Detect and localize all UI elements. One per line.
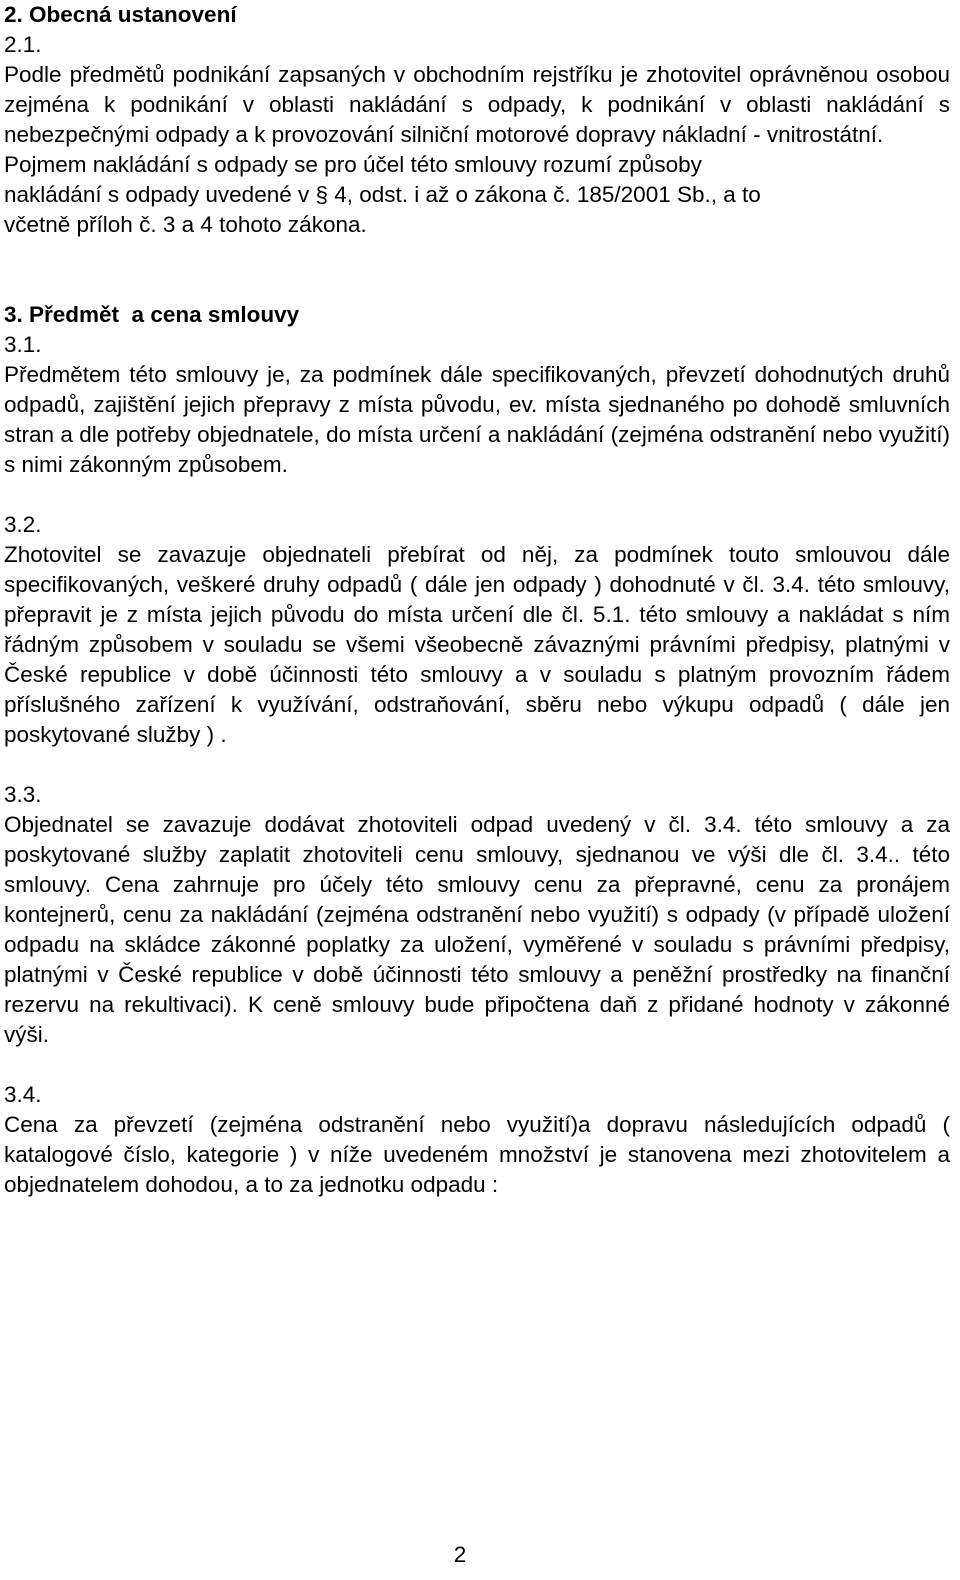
paragraph-text: Objednatel se zavazuje dodávat zhotoviteli odpad uvedený v čl. 3.4. této smlouvy a za poskytované služby zaplatit zhotoviteli cenu smlouvy, sjednanou ve výši dle čl. 3.4.. této smlouvy. Cena zahrnuje pro účely této smlouvy cenu za přepravné, cenu za pronájem kontejnerů, cenu za nakládání (zejména odstranění nebo využití) s odpady (v případě uložení odpadu na skládce zákonné poplatky za uložení, vyměřené v souladu s právními předpisy, platnými v České republice v době účinnosti této smlouvy a peněžní prostředky na finanční rezervu na rekultivaci). K ceně smlouvy bude připočtena daň z přidané hodnoty v zákonné výši. [4, 812, 950, 1047]
paragraph-number: 3.2. [4, 512, 42, 537]
paragraph-number: 3.4. [4, 1082, 42, 1107]
paragraph-line: nakládání s odpady uvedené v § 4, odst. i až o zákona č. 185/2001 Sb., a to [4, 182, 761, 207]
section-heading: 3. Předmět a cena smlouvy [4, 302, 300, 327]
paragraph-text: Podle předmětů podnikání zapsaných v obchodním rejstříku je zhotovitel oprávněnou osobou zejména k podnikání v oblasti nakládání s odpady, k podnikání v oblasti nakládání s nebezpečnými odpady a k provozování silniční motorové dopravy nákladní - vnitrostátní. [4, 62, 950, 147]
paragraph-text: Zhotovitel se zavazuje objednateli přebírat od něj, za podmínek touto smlouvou dále specifikovaných, veškeré druhy odpadů ( dále jen odpady ) dohodnuté v čl. 3.4. této smlouvy, přepravit je z místa jejich původu do místa určení dle čl. 5.1. této smlouvy a nakládat s ním řádným způsobem v souladu se všemi všeobecně závaznými právními předpisy, platnými v České republice v době účinnosti této smlouvy a v souladu s platným provozním řádem příslušného zařízení k využívání, odstraňování, sběru nebo výkupu odpadů ( dále jen poskytované služby ) . [4, 542, 950, 747]
paragraph-text: Předmětem této smlouvy je, za podmínek dále specifikovaných, převzetí dohodnutých druhů odpadů, zajištění jejich přepravy z místa původu, ev. místa sjednaného po dohodě smluvních stran a dle potřeby objednatele, do místa určení a nakládání (zejména odstranění nebo využití) s nimi zákonným způsobem. [4, 362, 950, 477]
section-heading: 2. Obecná ustanovení [4, 2, 237, 27]
page-number: 2 [453, 1542, 467, 1567]
paragraph-line: Pojmem nakládání s odpady se pro účel této smlouvy rozumí způsoby [4, 152, 702, 177]
paragraph-number: 3.1. [4, 332, 42, 357]
paragraph-number: 3.3. [4, 782, 42, 807]
document-page [4, 0, 950, 1200]
paragraph-text: Cena za převzetí (zejména odstranění nebo využití)a dopravu následujících odpadů ( katalogové číslo, kategorie ) v níže uvedeném množství je stanovena mezi zhotovitelem a objednatelem dohodou, a to za jednotku odpadu : [4, 1112, 950, 1197]
paragraph-line: včetně příloh č. 3 a 4 tohoto zákona. [4, 212, 367, 237]
paragraph-number: 2.1. [4, 32, 42, 57]
